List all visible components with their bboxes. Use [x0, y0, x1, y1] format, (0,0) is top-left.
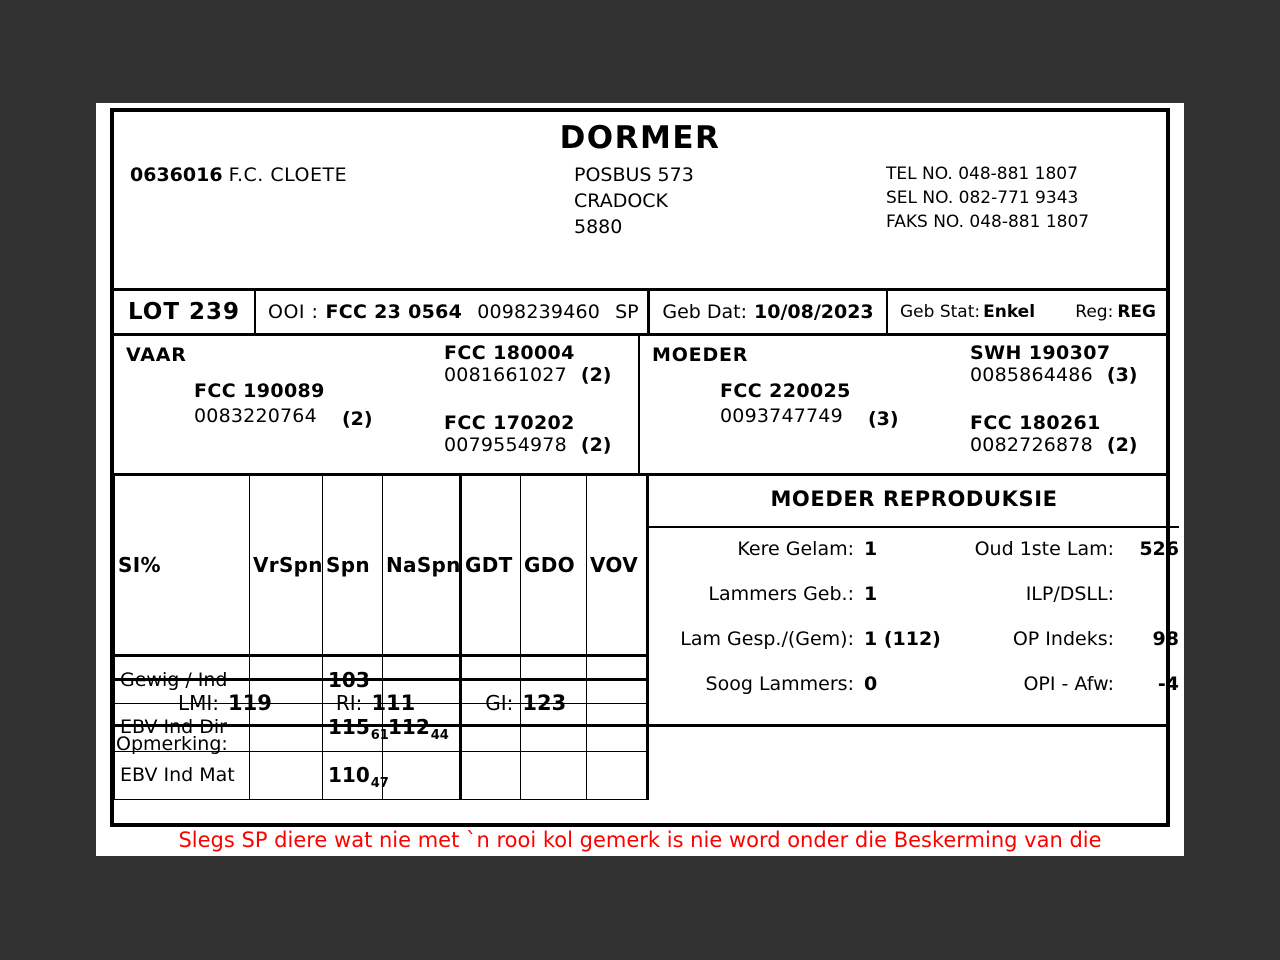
address-line-1: POSBUS 573 — [574, 164, 694, 186]
sire-title: VAAR — [126, 344, 187, 366]
owner-name: F.C. CLOETE — [228, 164, 348, 186]
maternal-granddam-tag: FCC 180261 — [970, 412, 1101, 434]
cell-gewig-spn: 103 — [323, 655, 383, 703]
pedigree-certificate — [110, 108, 1179, 827]
lam-gesp-label: Lam Gesp./(Gem): — [680, 628, 854, 650]
birth-status-value: Enkel — [983, 302, 1036, 322]
paternal-granddam-number: 0079554978 — [444, 434, 567, 456]
ri-group — [336, 691, 415, 715]
list-item — [649, 538, 1179, 583]
col-head-si: SI% — [115, 476, 250, 655]
paternal-granddam — [444, 412, 611, 456]
birth-date-value: 10/08/2023 — [754, 301, 874, 323]
ooi-tag: FCC 23 0564 — [325, 301, 463, 323]
cellphone-line: SEL NO. 082-771 9343 — [886, 188, 1079, 208]
cell-ebvdir-spn: $115_{61}$ — [323, 703, 383, 751]
sire-tag: FCC 190089 — [194, 380, 325, 402]
address-line-2: CRADOCK — [574, 190, 669, 212]
sire-panel — [114, 336, 640, 473]
lot-number-cell: LOT 239 — [114, 291, 256, 333]
paternal-granddam-tag: FCC 170202 — [444, 412, 575, 434]
registration-label: Reg: — [1075, 302, 1114, 322]
col-head-vrspn: VrSpn — [250, 476, 323, 655]
contact-details — [886, 162, 1089, 234]
ooi-label: OOI : — [268, 301, 319, 323]
owner-line — [130, 164, 347, 186]
lmi-label: LMI: — [178, 690, 220, 715]
ooi-number: 0098239460 — [477, 301, 601, 323]
soog-lammers-label: Soog Lammers: — [705, 673, 854, 695]
row-label-gewig-ind: Gewig / Ind — [115, 655, 250, 703]
kere-gelam-label: Kere Gelam: — [737, 538, 854, 560]
list-item — [649, 673, 1179, 718]
sire-number: 0083220764 — [194, 405, 317, 427]
dam-reproduction-grid — [649, 528, 1179, 718]
oud-1ste-lam-label: Oud 1ste Lam: — [974, 538, 1114, 560]
ri-label: RI: — [335, 690, 363, 715]
remark-label: Opmerking: — [116, 733, 228, 755]
col-head-gdo: GDO — [521, 476, 587, 655]
paternal-grandsire-count: (2) — [580, 364, 612, 386]
paternal-grandsire-number: 0081661027 — [444, 364, 567, 386]
gi-label: GI: — [485, 690, 514, 715]
postal-address — [574, 162, 694, 240]
oud-1ste-lam-value: 526 — [1139, 538, 1179, 560]
paternal-grandsire-tag: FCC 180004 — [444, 342, 575, 364]
breed-title: DORMER — [559, 120, 721, 156]
address-line-3: 5880 — [574, 216, 623, 238]
maternal-grandsire — [970, 342, 1137, 386]
registration-value: REG — [1117, 302, 1156, 322]
ilp-dsll-label: ILP/DSLL: — [1025, 583, 1114, 605]
certificate-header — [114, 112, 1166, 291]
maternal-granddam — [970, 412, 1137, 456]
dam-reproduction-title: MOEDER REPRODUKSIE — [649, 476, 1179, 528]
lam-gesp-value: 1 (112) — [864, 628, 941, 650]
col-head-gdt: GDT — [461, 476, 521, 655]
ewe-identification-cell — [256, 291, 650, 333]
row-label-ebv-ind-dir: EBV Ind Dir — [115, 703, 250, 751]
maternal-grandsire-count: (3) — [1106, 364, 1138, 386]
list-item — [649, 628, 1179, 673]
row-label-ebv-ind-mat: EBV Ind Mat — [115, 751, 250, 799]
col-head-naspn: NaSpn — [383, 476, 461, 655]
cell-ebvmat-spn: $110_{47}$ — [323, 751, 383, 799]
lot-identification-row — [114, 291, 1166, 336]
soog-lammers-value: 0 — [864, 673, 878, 695]
lammers-geb-label: Lammers Geb.: — [708, 583, 854, 605]
ri-value: 111 — [371, 690, 416, 715]
maternal-granddam-number: 0082726878 — [970, 434, 1093, 456]
col-head-spn: Spn — [323, 476, 383, 655]
sire-progeny-count: (2) — [342, 408, 373, 430]
lammers-geb-value: 1 — [864, 583, 878, 605]
remark-section — [114, 727, 1166, 827]
maternal-granddam-count: (2) — [1106, 434, 1138, 456]
pedigree-section — [114, 336, 1166, 476]
birth-date-label: Geb Dat: — [662, 301, 747, 323]
sire-identity — [194, 380, 373, 430]
lmi-group — [178, 691, 272, 715]
op-indeks-label: OP Indeks: — [1012, 628, 1114, 650]
cell-ebvdir-naspn: $112_{44}$ — [383, 703, 461, 751]
ooi-suffix: SP — [615, 301, 639, 323]
list-item — [649, 583, 1179, 628]
dam-panel — [640, 336, 1166, 473]
dam-reproduction-panel — [649, 476, 1179, 724]
kere-gelam-value: 1 — [864, 538, 878, 560]
birth-status-label: Geb Stat: — [900, 302, 981, 322]
op-indeks-value: 98 — [1152, 628, 1179, 650]
dam-identity — [720, 380, 899, 430]
birth-status-cell — [888, 291, 1166, 333]
dam-tag: FCC 220025 — [720, 380, 851, 402]
gi-value: 123 — [522, 690, 567, 715]
owner-code: 0636016 — [130, 164, 223, 186]
birth-date-cell — [650, 291, 888, 333]
selection-index-header-row — [115, 476, 648, 655]
paternal-grandsire — [444, 342, 611, 386]
dam-number: 0093747749 — [720, 405, 843, 427]
maternal-grandsire-tag: SWH 190307 — [970, 342, 1111, 364]
paternal-granddam-count: (2) — [580, 434, 612, 456]
col-head-vov: VOV — [587, 476, 648, 655]
lmi-value: 119 — [228, 690, 272, 715]
protection-notice: Slegs SP diere wat nie met `n rooi kol gemerk is nie word onder die Beskerming van die — [178, 828, 1102, 852]
fax-line: FAKS NO. 048-881 1807 — [886, 212, 1090, 232]
dam-progeny-count: (3) — [868, 408, 899, 430]
telephone-line: TEL NO. 048-881 1807 — [886, 164, 1078, 184]
opi-afw-label: OPI - Afw: — [1023, 673, 1114, 695]
composite-index-row — [114, 678, 647, 724]
gi-group — [485, 691, 566, 715]
dam-title: MOEDER — [652, 344, 749, 366]
maternal-grandsire-number: 0085864486 — [970, 364, 1093, 386]
opi-afw-value: -4 — [1157, 673, 1179, 695]
